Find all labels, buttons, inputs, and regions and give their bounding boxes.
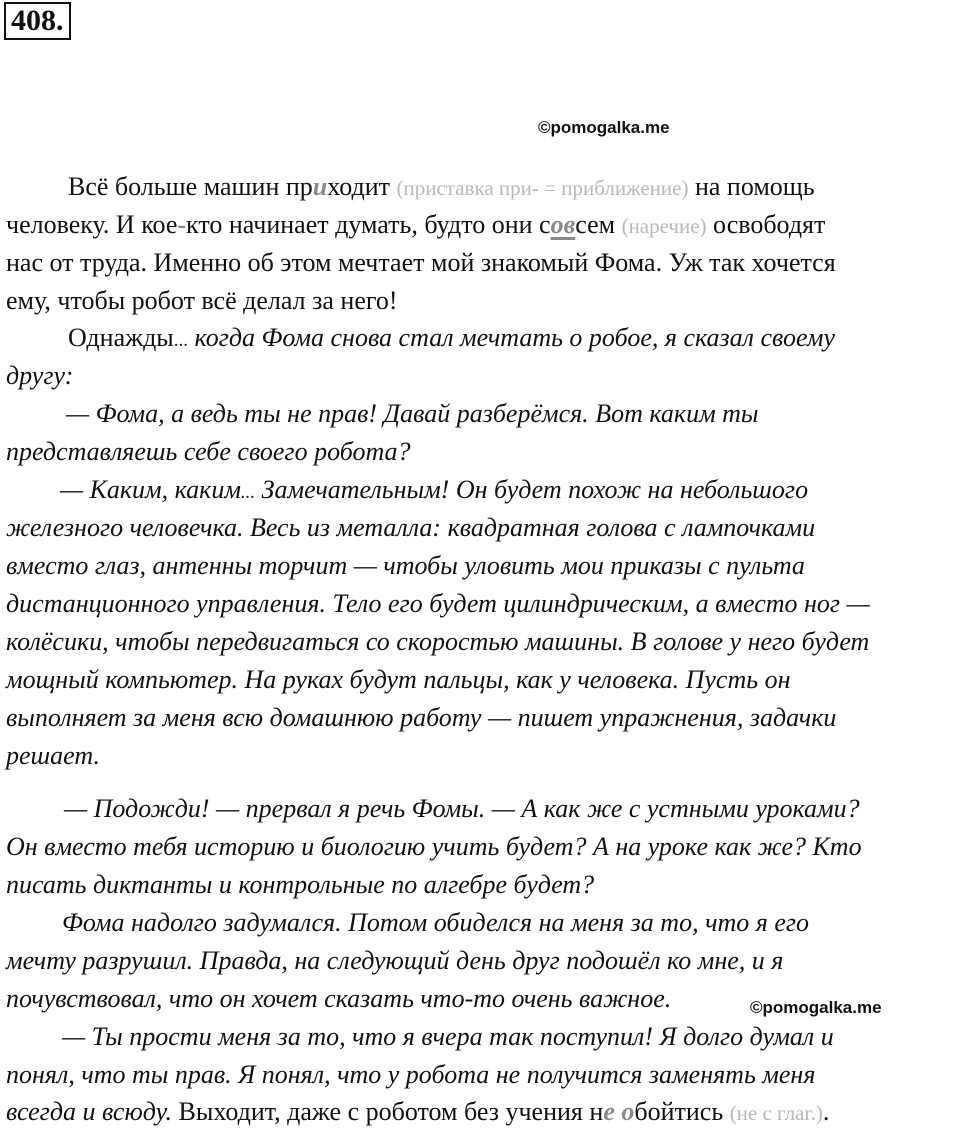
text-run: Однажды (68, 323, 174, 352)
text-run: всегда и всюду. (6, 1097, 173, 1126)
text-run: когда Фома снова стал мечтать о робое, я сказал своему (188, 323, 835, 352)
ellipsis: ... (173, 330, 189, 351)
highlighted-hyphen: - (177, 210, 187, 239)
text-line: вместо глаз, антенны торчит — чтобы уловить мои приказы с пульта (6, 551, 805, 580)
text-line: решает. (6, 741, 100, 770)
text-line (68, 171, 815, 203)
text-run: сем (575, 210, 622, 239)
text-line: дистанционного управления. Тело его будет цилиндрическим, а вместо ног — (6, 589, 870, 618)
text-run: освободят (706, 210, 826, 239)
watermark: ©pomogalka.me (750, 998, 882, 1017)
text-line: нас от труда. Именно об этом мечтает мой знакомый Фома. Уж так хочется (6, 248, 836, 277)
text-run: ходит (327, 172, 397, 201)
text-line: — Ты прости меня за то, что я вчера так поступил! Я долго думал и (62, 1022, 834, 1051)
text-line: Он вместо тебя историю и биологию учить будет? А на уроке как же? Кто (6, 832, 862, 861)
text-line: понял, что ты прав. Я понял, что у робота не получится заменять меня (6, 1060, 816, 1089)
text-line: ему, чтобы робот всё делал за него! (6, 286, 398, 315)
text-line: железного человечка. Весь из металла: квадратная голова с лампочками (6, 513, 816, 542)
text-line: представляешь себе своего робота? (6, 437, 411, 466)
grammar-note: (наречие) (621, 214, 707, 238)
text-line (6, 1096, 829, 1128)
text-line: писать диктанты и контрольные по алгебре будет? (6, 870, 595, 899)
text-run: . (822, 1097, 830, 1126)
text-line: Фома надолго задумался. Потом обиделся на меня за то, что я его (62, 908, 810, 937)
text-line: — Подожди! — прервал я речь Фомы. — А как же с устными уроками? (64, 794, 860, 823)
text-run: кто начинает думать, будто они с (186, 210, 551, 239)
highlighted-letter: е (603, 1097, 615, 1126)
text-line (60, 474, 808, 506)
text-run: — Каким, каким (60, 475, 241, 504)
watermark: ©pomogalka.me (538, 118, 670, 137)
text-line: выполняет за меня всю домашнюю работу — пишет упражнения, задачки (6, 703, 837, 732)
highlighted-letters: ов (550, 210, 576, 239)
task-number: 408. (4, 2, 71, 40)
text-line: мечту разрушил. Правда, на следующий день друг подошёл ко мне, и я (6, 946, 784, 975)
text-run: Всё больше машин пр (68, 172, 313, 201)
highlighted-letter: о (621, 1097, 635, 1126)
text-run: Выходит, даже с роботом без учения н (172, 1097, 604, 1126)
text-line (6, 209, 825, 241)
grammar-note: (приставка при- = приближение) (396, 176, 689, 200)
ellipsis: ... (240, 482, 256, 503)
text-line: мощный компьютер. На руках будут пальцы, как у человека. Пусть он (6, 665, 791, 694)
text-line: колёсики, чтобы передвигаться со скоростью машины. В голове у него будет (6, 627, 870, 656)
text-line: почувствовал, что он хочет сказать что-то очень важное. (6, 984, 672, 1013)
text-run: бойтись (634, 1097, 730, 1126)
text-run: Замечательным! Он будет похож на небольшого (255, 475, 809, 504)
grammar-note: (не с глаг.) (729, 1101, 823, 1125)
text-line (68, 322, 835, 354)
text-run: человеку. И кое (6, 210, 178, 239)
text-run: на помощь (688, 172, 815, 201)
text-line: — Фома, а ведь ты не прав! Давай разберёмся. Вот каким ты (66, 399, 759, 428)
highlighted-letter: и (312, 172, 328, 201)
text-line: другу: (6, 361, 74, 390)
